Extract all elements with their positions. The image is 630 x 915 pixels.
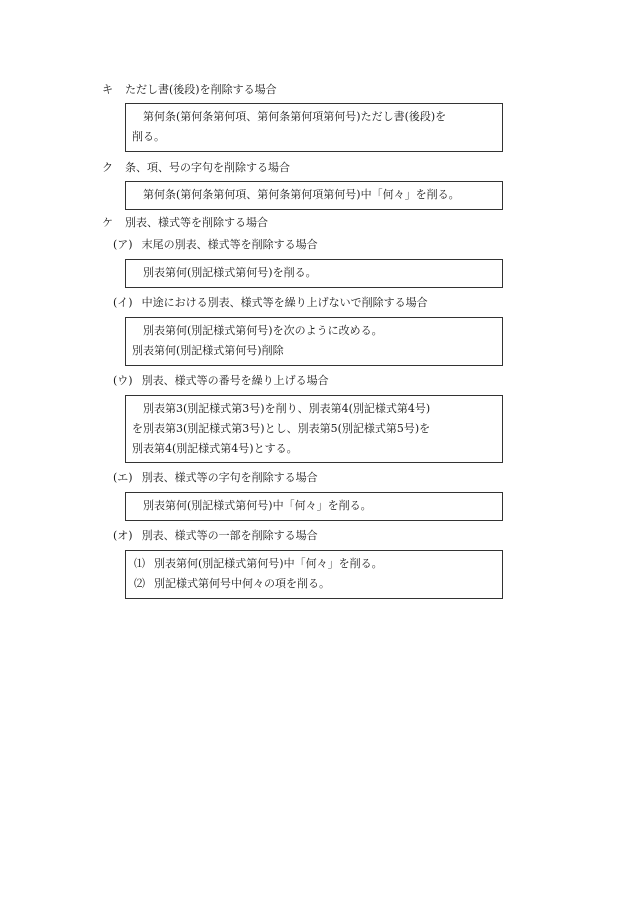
item-text: 別表第何(別記様式第何号)中「何々」を削る。 — [154, 557, 383, 570]
section-ki-heading — [102, 83, 277, 97]
section-ke-title: 別表、様式等を削除する場合 — [125, 216, 268, 229]
example-line: 別表第何(別記様式第何号)を次のように改める。 — [143, 324, 383, 337]
subsection-a-title: 末尾の別表、様式等を削除する場合 — [141, 238, 318, 251]
subsection-o-marker: (オ) — [113, 529, 133, 542]
numbered-item — [134, 554, 496, 574]
numbered-item — [134, 574, 496, 594]
example-line: 別表第3(別記様式第3号)を削り、別表第4(別記様式第4号) — [143, 402, 431, 415]
example-line: 別表第何(別記様式第何号)中「何々」を削る。 — [143, 499, 372, 512]
subsection-i-marker: (イ) — [113, 296, 133, 309]
section-ki-marker: キ — [102, 83, 113, 96]
subsection-u-marker: (ウ) — [113, 374, 133, 387]
section-ki-title: ただし書(後段)を削除する場合 — [125, 83, 277, 96]
section-ku-marker: ク — [102, 161, 113, 174]
section-ku-title: 条、項、号の字句を削除する場合 — [125, 161, 290, 174]
subsection-i-example-box — [125, 317, 503, 366]
subsection-a-heading — [113, 238, 318, 252]
example-line: 別表第4(別記様式第4号)とする。 — [132, 442, 298, 455]
section-ke-heading — [102, 216, 268, 230]
example-line: 第何条(第何条第何項、第何条第何項第何号)ただし書(後段)を — [143, 110, 447, 123]
example-line: 第何条(第何条第何項、第何条第何項第何号)中「何々」を削る。 — [143, 188, 460, 201]
subsection-e-example-box — [125, 492, 503, 521]
subsection-e-heading — [113, 471, 318, 485]
item-text: 別記様式第何号中何々の項を削る。 — [154, 577, 330, 590]
example-line: 別表第何(別記様式第何号)を削る。 — [143, 266, 317, 279]
subsection-a-marker: (ア) — [113, 238, 133, 251]
subsection-o-example-box — [125, 550, 503, 599]
section-ki-example-box — [125, 103, 503, 152]
subsection-i-heading — [113, 296, 428, 310]
subsection-u-example-box — [125, 395, 503, 463]
subsection-u-title: 別表、様式等の番号を繰り上げる場合 — [141, 374, 329, 387]
example-line: 別表第何(別記様式第何号)削除 — [132, 344, 284, 357]
section-ku-heading — [102, 161, 290, 175]
subsection-u-heading — [113, 374, 329, 388]
subsection-i-title: 中途における別表、様式等を繰り上げないで削除する場合 — [141, 296, 428, 309]
item-number: ⑴ — [134, 557, 145, 570]
example-line: を別表第3(別記様式第3号)とし、別表第5(別記様式第5号)を — [132, 422, 431, 435]
section-ku-example-box — [125, 181, 503, 210]
subsection-e-marker: (エ) — [113, 471, 133, 484]
item-number: ⑵ — [134, 577, 145, 590]
subsection-o-heading — [113, 529, 318, 543]
section-ke-marker: ケ — [102, 216, 113, 229]
example-line: 削る。 — [132, 130, 165, 143]
subsection-a-example-box — [125, 259, 503, 288]
subsection-e-title: 別表、様式等の字句を削除する場合 — [141, 471, 318, 484]
subsection-o-title: 別表、様式等の一部を削除する場合 — [141, 529, 318, 542]
